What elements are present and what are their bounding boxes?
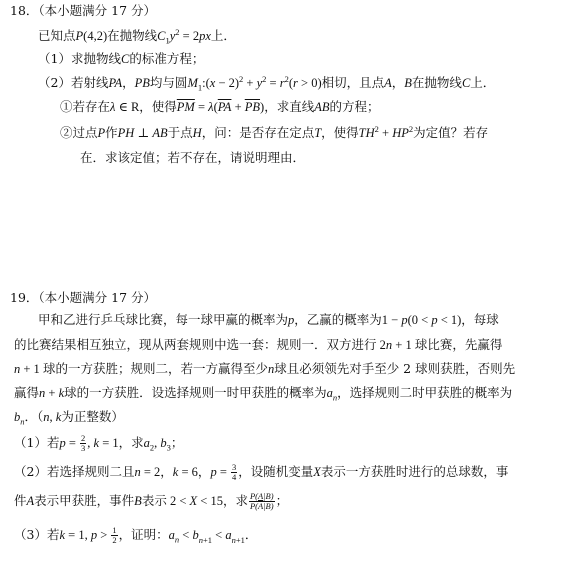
q19-number: 19． xyxy=(10,290,39,305)
q19-line5: $b_n$．（n, k为正整数） xyxy=(14,409,124,427)
q18-part1: （1）求抛物线C的标准方程； xyxy=(38,51,205,66)
q19-line3: n + 1 球的一方获胜；规则二，若一方赢得至少n球且必须领先对手至少 2 球则获胜，否则先 xyxy=(14,361,516,376)
q18-sub2-line2: 在．求该定值；若不存在，请说明理由． xyxy=(80,150,306,165)
q18-stem: 已知点P(4,2)在抛物线$C_1y^2 = 2px$上． xyxy=(38,26,236,46)
q19-line1: 甲和乙进行乒乓球比赛，每一球甲赢的概率为p，乙赢的概率为1 − p(0 < p < 1)，每球 xyxy=(38,312,499,327)
q19-line4: 赢得n + k球的一方获胜．设选择规则一时甲获胜的概率为$a_n$，选择规则二时甲获胜的概率为 xyxy=(14,385,513,403)
q19-part1: （1）若p = $\frac{2}{3}$ , k = 1，求$a_2$, $b_3$； xyxy=(14,433,184,453)
q19-part2-line2: 件A表示甲获胜，事件B表示 2 < X < 15，求 $\frac{P(A|B)}{P(\overline{A}|B)}$ ； xyxy=(14,491,289,511)
q18-part2: （2）若射线PA，PB均与圆$M_1:(x - 2)^2 + y^2 = r^2(r > 0)$相切，且点A，B在抛物线C上． xyxy=(38,73,496,93)
q19-title xyxy=(10,289,156,307)
q19-header: （本小题满分 17 分） xyxy=(38,290,157,305)
q18-sub1: ①若存在λ ∈ R，使得$\overline{PM} = \lambda(\overline{PA} + \overline{PB})$，求直线AB的方程； xyxy=(60,99,380,114)
q18-sub2: ②过点P作PH ⊥ AB于点H，问：是否存在定点T，使得$TH^2 + HP^2$为定值？若存 xyxy=(60,123,489,140)
q18-number: 18． xyxy=(10,3,39,18)
q19-line2: 的比赛结果相互独立，现从两套规则中选一套：规则一．双方进行 2n + 1 球比赛，先赢得 xyxy=(14,337,503,352)
q18-title xyxy=(10,2,156,20)
q19-part2: （2）若选择规则二且n = 2，k = 6，p = $\frac{3}{4}$ ，设随机变量X表示一方获胜时进行的总球数，事 xyxy=(14,462,509,482)
q18-header: （本小题满分 17 分） xyxy=(38,3,157,18)
q19-part3: （3）若k = 1, p > $\frac{1}{2}$ ，证明：$a_n < b_{n+1} < a_{n+1}$． xyxy=(14,525,258,545)
